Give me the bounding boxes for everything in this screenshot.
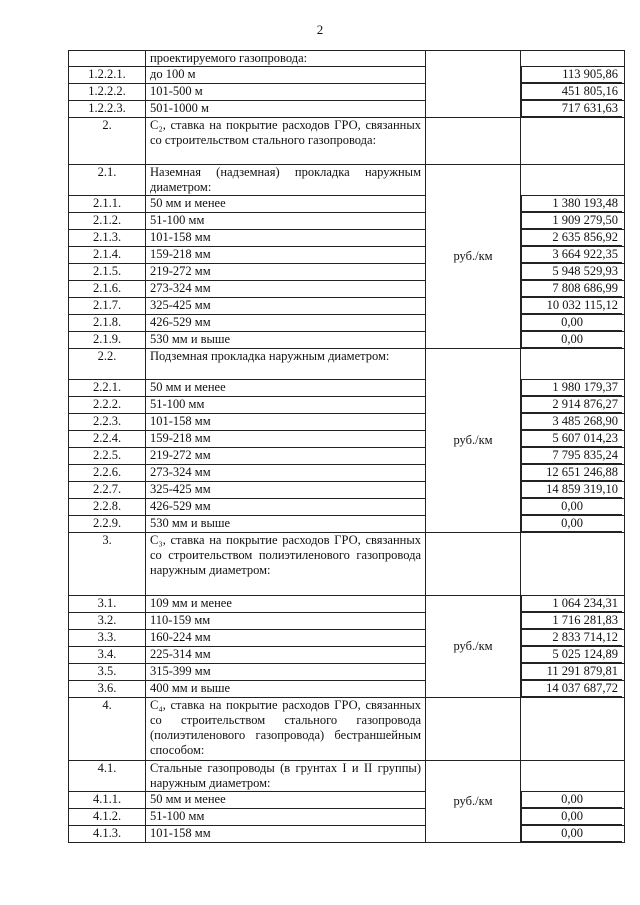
row-description: 426-529 мм: [146, 315, 426, 332]
row-description: 110-159 мм: [146, 613, 426, 630]
table-row: [69, 264, 625, 281]
row-number: 4.1.2.: [69, 809, 146, 826]
rate-value: 11 291 879,81: [521, 664, 622, 680]
table-row: [69, 315, 625, 332]
rate-value-cell: [521, 664, 625, 681]
table-row: [69, 196, 625, 213]
rate-value: [521, 349, 622, 364]
table-row: [69, 465, 625, 482]
rate-value-cell: [521, 431, 625, 448]
row-description: 400 мм и выше: [146, 681, 426, 698]
table-row: [69, 101, 625, 118]
rate-value-cell: [521, 101, 625, 118]
rate-value: 12 651 246,88: [521, 465, 622, 481]
table-row: [69, 84, 625, 101]
row-description: С₄, ставка на покрытие расходов ГРО, связанных со строительством стального газопровода (полиэтиленового газопровода) бестраншейным способом:: [146, 698, 426, 761]
table-row: [69, 596, 625, 613]
rate-value-cell: [521, 349, 625, 380]
row-description: 315-399 мм: [146, 664, 426, 681]
table-row: [69, 630, 625, 647]
row-number: 3.6.: [69, 681, 146, 698]
rate-value: [521, 51, 622, 66]
row-description: 225-314 мм: [146, 647, 426, 664]
rate-value: 717 631,63: [521, 101, 622, 117]
row-number: 3.5.: [69, 664, 146, 681]
row-number: 2.2.3.: [69, 414, 146, 431]
rate-value: [521, 761, 622, 776]
unit-cell: руб./км: [426, 349, 521, 533]
rate-value: 1 380 193,48: [521, 196, 622, 212]
table-row: [69, 516, 625, 533]
row-description: 109 мм и менее: [146, 596, 426, 613]
row-number: 3.: [69, 533, 146, 596]
rate-value-cell: [521, 698, 625, 761]
table-row: [69, 51, 625, 67]
row-description: 219-272 мм: [146, 448, 426, 465]
row-description: 273-324 мм: [146, 465, 426, 482]
row-number: 2.1.2.: [69, 213, 146, 230]
table-row: [69, 681, 625, 698]
table-row: [69, 67, 625, 84]
row-description: 219-272 мм: [146, 264, 426, 281]
rate-value: 0,00: [521, 516, 622, 532]
rate-value: 1 064 234,31: [521, 596, 622, 612]
rate-value: 0,00: [521, 332, 622, 348]
row-number: 2.1.4.: [69, 247, 146, 264]
rate-value-cell: [521, 165, 625, 196]
table-row: [69, 448, 625, 465]
row-description: 160-224 мм: [146, 630, 426, 647]
rate-value: 7 808 686,99: [521, 281, 622, 297]
row-description: проектируемого газопровода:: [146, 51, 426, 67]
rate-value-cell: [521, 681, 625, 698]
row-description: 159-218 мм: [146, 247, 426, 264]
table-row: [69, 647, 625, 664]
rate-value-cell: [521, 414, 625, 431]
rate-value: [521, 698, 622, 713]
row-description: Подземная прокладка наружным диаметром:: [146, 349, 426, 380]
rate-value-cell: [521, 380, 625, 397]
row-number: 4.: [69, 698, 146, 761]
table-row: [69, 533, 625, 596]
row-number: 3.1.: [69, 596, 146, 613]
row-number: 3.4.: [69, 647, 146, 664]
row-number: 2.1.3.: [69, 230, 146, 247]
row-number: 2.2.7.: [69, 482, 146, 499]
row-description: 51-100 мм: [146, 397, 426, 414]
row-number: 1.2.2.2.: [69, 84, 146, 101]
unit-cell: [426, 533, 521, 596]
rate-value-cell: [521, 51, 625, 67]
rate-value-cell: [521, 630, 625, 647]
rate-value: 5 948 529,93: [521, 264, 622, 280]
row-description: 51-100 мм: [146, 809, 426, 826]
row-description: 101-158 мм: [146, 230, 426, 247]
row-description: 530 мм и выше: [146, 516, 426, 533]
row-number: 2.2.2.: [69, 397, 146, 414]
row-description: 50 мм и менее: [146, 196, 426, 213]
row-description: 273-324 мм: [146, 281, 426, 298]
row-description: 426-529 мм: [146, 499, 426, 516]
rate-value: 2 914 876,27: [521, 397, 622, 413]
row-description: С₂, ставка на покрытие расходов ГРО, связанных со строительством стального газопровода:: [146, 118, 426, 165]
table-row: [69, 298, 625, 315]
table-row: [69, 698, 625, 761]
row-number: 3.3.: [69, 630, 146, 647]
row-number: 2.1.6.: [69, 281, 146, 298]
table-row: [69, 118, 625, 165]
tariff-table-body: [69, 51, 625, 843]
rate-value-cell: [521, 792, 625, 809]
row-number: 3.2.: [69, 613, 146, 630]
table-row: [69, 281, 625, 298]
rate-value: 2 635 856,92: [521, 230, 622, 246]
rate-value-cell: [521, 596, 625, 613]
rate-value: 5 025 124,89: [521, 647, 622, 663]
row-number: 2.2.: [69, 349, 146, 380]
row-number: 2.1.8.: [69, 315, 146, 332]
rate-value: 2 833 714,12: [521, 630, 622, 646]
row-description: С₃, ставка на покрытие расходов ГРО, связанных со строительством полиэтиленового газопровода наружным диаметром:: [146, 533, 426, 596]
table-row: [69, 431, 625, 448]
table-row: [69, 664, 625, 681]
rate-value-cell: [521, 118, 625, 165]
row-number: 4.1.: [69, 761, 146, 792]
rate-value-cell: [521, 264, 625, 281]
row-number: 2.1.5.: [69, 264, 146, 281]
row-description: 101-158 мм: [146, 414, 426, 431]
row-number: 2.: [69, 118, 146, 165]
table-row: [69, 349, 625, 380]
unit-cell: руб./км: [426, 761, 521, 843]
row-number: 2.1.9.: [69, 332, 146, 349]
row-description: 501-1000 м: [146, 101, 426, 118]
row-number: 2.1.7.: [69, 298, 146, 315]
table-row: [69, 247, 625, 264]
rate-value: 0,00: [521, 315, 622, 331]
rate-value-cell: [521, 196, 625, 213]
rate-value-cell: [521, 448, 625, 465]
rate-value: [521, 533, 622, 548]
table-row: [69, 332, 625, 349]
row-description: 50 мм и менее: [146, 792, 426, 809]
row-description: 51-100 мм: [146, 213, 426, 230]
unit-cell: [426, 698, 521, 761]
rate-value: 14 859 319,10: [521, 482, 622, 498]
row-description: 50 мм и менее: [146, 380, 426, 397]
row-number: 4.1.1.: [69, 792, 146, 809]
rate-value: 0,00: [521, 792, 622, 808]
rate-value: 1 980 179,37: [521, 380, 622, 396]
table-row: [69, 230, 625, 247]
rate-value-cell: [521, 298, 625, 315]
rate-value-cell: [521, 247, 625, 264]
row-description: Наземная (надземная) прокладка наружным диаметром:: [146, 165, 426, 196]
rate-value: 1 909 279,50: [521, 213, 622, 229]
row-description: 325-425 мм: [146, 482, 426, 499]
table-row: [69, 826, 625, 843]
rate-value-cell: [521, 516, 625, 533]
unit-cell: руб./км: [426, 165, 521, 349]
rate-value: 0,00: [521, 809, 622, 825]
unit-cell: [426, 51, 521, 118]
row-number: 2.1.: [69, 165, 146, 196]
row-description: 101-500 м: [146, 84, 426, 101]
rate-value-cell: [521, 761, 625, 792]
rate-value-cell: [521, 499, 625, 516]
rate-value-cell: [521, 482, 625, 499]
rate-value-cell: [521, 533, 625, 596]
rate-value-cell: [521, 809, 625, 826]
row-description: 159-218 мм: [146, 431, 426, 448]
table-row: [69, 613, 625, 630]
tariff-table: [68, 50, 625, 843]
rate-value-cell: [521, 84, 625, 101]
row-description: 530 мм и выше: [146, 332, 426, 349]
rate-value-cell: [521, 213, 625, 230]
table-row: [69, 761, 625, 792]
row-number: 2.2.1.: [69, 380, 146, 397]
rate-value: 7 795 835,24: [521, 448, 622, 464]
rate-value-cell: [521, 281, 625, 298]
table-row: [69, 792, 625, 809]
row-number: 2.2.4.: [69, 431, 146, 448]
rate-value: 113 905,86: [521, 67, 622, 83]
rate-value: 14 037 687,72: [521, 681, 622, 697]
row-number: 2.1.1.: [69, 196, 146, 213]
table-row: [69, 414, 625, 431]
rate-value-cell: [521, 613, 625, 630]
rate-value: 5 607 014,23: [521, 431, 622, 447]
row-description: Стальные газопроводы (в грунтах I и II группы) наружным диаметром:: [146, 761, 426, 792]
rate-value: 1 716 281,83: [521, 613, 622, 629]
rate-value: 451 805,16: [521, 84, 622, 100]
row-number: [69, 51, 146, 67]
table-row: [69, 499, 625, 516]
unit-cell: руб./км: [426, 596, 521, 698]
row-number: 2.2.9.: [69, 516, 146, 533]
rate-value: 3 664 922,35: [521, 247, 622, 263]
row-number: 2.2.8.: [69, 499, 146, 516]
rate-value: 0,00: [521, 826, 622, 842]
table-row: [69, 482, 625, 499]
rate-value: 10 032 115,12: [521, 298, 622, 314]
rate-value: 0,00: [521, 499, 622, 515]
row-number: 4.1.3.: [69, 826, 146, 843]
rate-value-cell: [521, 397, 625, 414]
rate-value-cell: [521, 67, 625, 84]
row-number: 2.2.6.: [69, 465, 146, 482]
table-row: [69, 397, 625, 414]
row-number: 2.2.5.: [69, 448, 146, 465]
rate-value-cell: [521, 315, 625, 332]
rate-value: 3 485 268,90: [521, 414, 622, 430]
table-row: [69, 213, 625, 230]
row-description: 325-425 мм: [146, 298, 426, 315]
rate-value-cell: [521, 465, 625, 482]
unit-cell: [426, 118, 521, 165]
row-number: 1.2.2.3.: [69, 101, 146, 118]
table-row: [69, 165, 625, 196]
page-number: 2: [316, 22, 324, 37]
row-description: 101-158 мм: [146, 826, 426, 843]
row-description: до 100 м: [146, 67, 426, 84]
rate-value-cell: [521, 826, 625, 843]
row-number: 1.2.2.1.: [69, 67, 146, 84]
rate-value: [521, 165, 622, 180]
table-row: [69, 380, 625, 397]
rate-value-cell: [521, 332, 625, 349]
table-row: [69, 809, 625, 826]
rate-value: [521, 118, 622, 133]
rate-value-cell: [521, 647, 625, 664]
rate-value-cell: [521, 230, 625, 247]
